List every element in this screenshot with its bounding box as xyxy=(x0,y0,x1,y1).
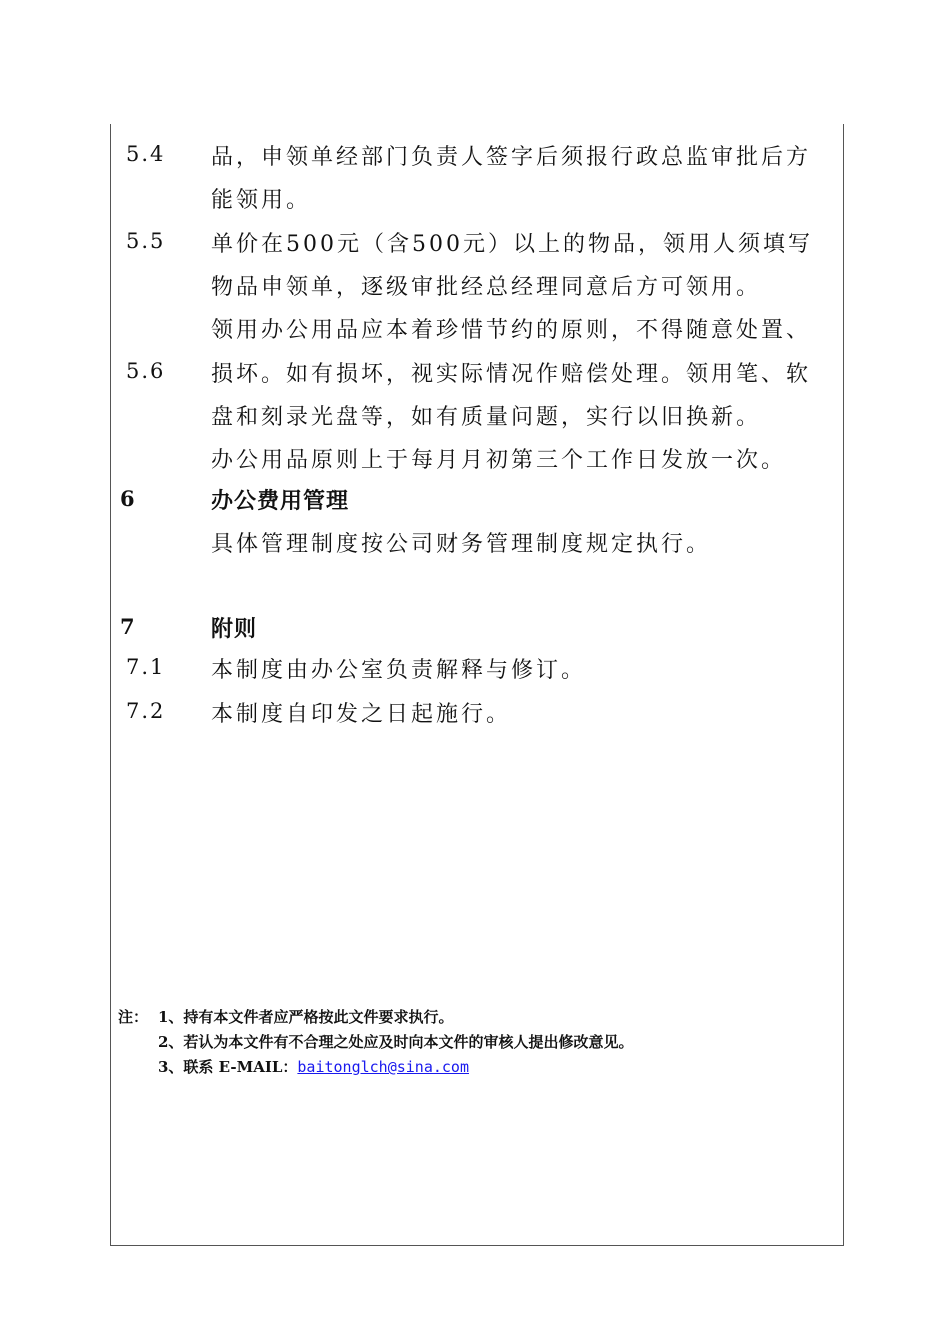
clause-5-6-line-1: 领用办公用品应本着珍惜节约的原则，不得随意处置、 xyxy=(211,318,812,343)
clause-7-2-text: 本制度自印发之日起施行。 xyxy=(211,702,512,727)
clause-5-4-line-1: 品，申领单经部门负责人签字后须报行政总监审批后方 xyxy=(211,145,812,170)
section-title-6: 办公费用管理 xyxy=(211,488,350,514)
contact-email-link[interactable]: baitonglch@sina.com xyxy=(297,1058,469,1076)
clause-number-7-1: 7.1 xyxy=(126,655,166,679)
clause-number-5-4: 5.4 xyxy=(126,142,166,166)
clause-number-5-6: 5.6 xyxy=(126,359,166,383)
clause-5-6-line-3: 盘和刻录光盘等，如有质量问题，实行以旧换新。 xyxy=(211,405,762,430)
clause-5-6-line-2: 损坏。如有损坏，视实际情况作赔偿处理。领用笔、软 xyxy=(211,362,812,387)
clause-5-5-line-2: 物品申领单，逐级审批经总经理同意后方可领用。 xyxy=(211,275,762,300)
clause-5-5-line-1: 单价在500元（含500元）以上的物品，领用人须填写 xyxy=(211,232,813,257)
section-6-body: 具体管理制度按公司财务管理制度规定执行。 xyxy=(211,532,712,557)
note-prefix: 注： xyxy=(118,1008,149,1026)
clause-5-4-line-2: 能领用。 xyxy=(211,188,312,213)
clause-5-6-line-4: 办公用品原则上于每月月初第三个工作日发放一次。 xyxy=(211,448,787,473)
section-number-6: 6 xyxy=(120,486,135,511)
note-item-3 xyxy=(158,1056,469,1077)
clause-7-1-text: 本制度由办公室负责解释与修订。 xyxy=(211,658,587,683)
section-title-7: 附则 xyxy=(211,616,258,642)
note-item-2: 2、若认为本文件有不合理之处应及时向本文件的审核人提出修改意见。 xyxy=(158,1033,634,1051)
note-item-1: 1、持有本文件者应严格按此文件要求执行。 xyxy=(158,1008,454,1026)
clause-number-5-5: 5.5 xyxy=(126,229,166,253)
section-number-7: 7 xyxy=(120,614,135,639)
note-item-3-label: 3、联系 E-MAIL： xyxy=(158,1058,298,1076)
clause-number-7-2: 7.2 xyxy=(126,699,166,723)
